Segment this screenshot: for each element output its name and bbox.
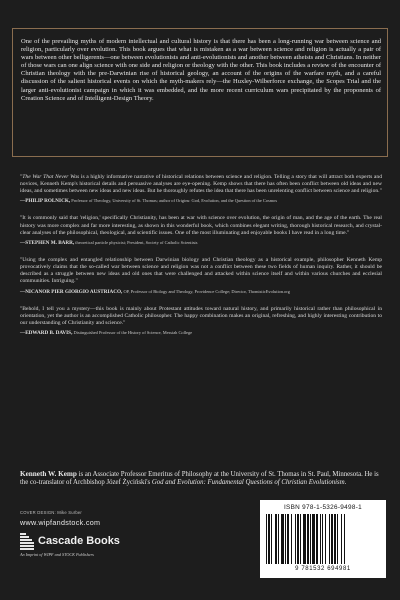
intro-paragraph: One of the prevailing myths of modern intellectual and cultural history is that there has been a long-running war between science and religion, particularly over evolution. This book argues that what is mistaken as a war between science and religion is actually a pair of wars between other belligerents—one between evolutionists and anti-evolutionists and another between atheists and Christians. In neither of those wars can one align science with one side and religion or theology with the other. This book includes a review of the encounter of Christian theology with the pre-Darwinian rise of historical geology, an account of the origins of the warfare myth, and a careful discussion of the salient historical events on which the myth-makers rely—the Huxley-Wilberforce exchange, the Scopes Trial and the larger anti-evolutionist campaign in which it was embedded, and the more recent curriculum wars precipitated by the proponents of Creation Science and of Intelligent-Design Theory. [21,37,381,102]
author-bio-text: is an Associate Professor Emeritus of Philosophy at the University of St. Thomas in St. Paul, Minnesota. He is the co-translator of Archbishop Józef Życiński's [20,470,379,487]
barcode-bar [337,514,338,564]
barcode-bar [307,514,309,564]
barcode-bar [297,514,299,564]
endorsement-attribution [20,289,382,295]
endorsements [20,174,382,347]
publisher-website: www.wipfandstock.com [20,518,101,527]
barcode-bar [266,514,267,564]
endorser-name: —PHILIP ROLNICK, [20,198,71,205]
endorsement-text: "Using the complex and entangled relationship between Darwinian biology and Christian theology as a historical example, philosopher Kenneth Kemp provocatively claims that the so-called war between science and religion was not a conflict between these two fields of human inquiry. Rather, it should be described as a struggle between new ideas and old ones that were challenged and attacked within science itself and within various churches and ecclesial communities. Intriguing." [20,256,382,285]
barcode-bar [287,514,289,564]
endorsement-text: "It is commonly said that 'religion,' specifically Christianity, has been at war with science over evolution, the origin of man, and the age of the earth. The real history was more complex and far more interesting, as shown in this wonderful book, which combines elegant writing, thorough historical research, and crystal-clear analyses of the philosophical, theological, and scientific issues. One of the most illuminating and enjoyable books I have read in a long time." [20,215,382,236]
endorsement-rolnick [20,174,382,204]
barcode-bar [281,514,284,564]
endorsement-book-title: The War That Never Was [22,174,80,180]
endorsement-text: "Behold, I tell you a mystery—this book is mainly about Protestant attitudes toward natural history, and primarily historical rather than philosophical in orientation, yet the author is an accomplished Catholic philosopher. The happy combination makes an original, refreshing, and highly interesting contribution to our understanding of Christianity and science." [20,305,382,326]
endorsement-body: is a highly informative narrative of historical relations between science and religion. Telling a story that will attract both experts and novices, Kenneth Kemp's historical details and persuasive analyses are eye-opening. Kemp shows that there has often been conflict between old ideas and new ideas, and sometimes between new ideas and new ideas. But he thoroughly refutes the idea that there has been unrelenting conflict between science and religion." [20,174,382,195]
barcode-bar [320,514,321,564]
barcode-bar [310,514,311,564]
author-bio [20,470,380,488]
barcode-bar [303,514,306,564]
endorsement-attribution [20,198,382,204]
barcode-bar [285,514,286,564]
endorser-name: —EDWARD B. DAVIS, [20,330,73,337]
endorsement-austriaco [20,257,382,295]
endorsement-attribution [20,240,382,246]
barcode-bar [291,514,292,564]
barcode-bar [322,514,323,564]
publisher-name: Cascade Books [38,535,120,547]
barcode-bar [329,514,330,564]
barcode-bar [341,514,342,564]
barcode-bar [331,514,333,564]
endorser-title: theoretical particle physicist; President, Society of Catholic Scientists [75,239,198,245]
endorsement-attribution [20,330,382,336]
isbn-barcode [260,500,386,578]
endorser-title: Distinguished Professor of the History of Science, Messiah College [73,330,193,336]
barcode-bar [334,514,336,564]
barcode-bar [295,514,296,564]
barcode-bar [316,514,318,564]
publisher-logo [20,533,120,550]
cover-design-credit: COVER DESIGN: Mike Surber [20,510,83,515]
barcode-bars [266,514,380,564]
endorsement-davis [20,306,382,336]
barcode-bar [275,514,277,564]
barcode-bar [312,514,315,564]
barcode-bar [300,514,301,564]
endorser-name: —STEPHEN M. BARR, [20,239,75,246]
barcode-bar [271,514,272,564]
endorser-title: Professor of Theology, University of St. Thomas; author of Origins: God, Evolution, and the Question of the Cosmos [71,198,278,204]
endorser-title: OP, Professor of Biology and Theology, Providence College; Director, ThomisticEvolution.org [123,288,290,294]
author-name: Kenneth W. Kemp [20,469,77,478]
author-book-title: God and Evolution: Fundamental Questions of Christian Evolutionism [151,479,345,487]
barcode-bar [278,514,279,564]
barcode-bar [344,514,345,564]
barcode-digits: 9 781532 694981 [295,566,351,572]
author-bio-end: . [344,479,347,487]
publisher-imprint: An Imprint of WIPF and STOCK Publishers [20,552,94,557]
endorsement-text: "The War That Never Was is a highly informative narrative of historical relations between science and religion. Telling a story that will attract both experts and novices, Kenneth Kemp's historical details and persuasive analyses are eye-opening. Kemp shows that there has often been conflict between old ideas and new ideas, and sometimes between new ideas and new ideas. But he thoroughly refutes the idea that there has been unrelenting conflict between science and religion." [20,174,382,195]
endorsement-barr [20,215,382,245]
cascade-logo-icon [20,533,34,550]
endorser-name: —NICANOR PIER GIORGIO AUSTRIACO, [20,288,123,295]
barcode-bar [325,514,326,564]
isbn-label: ISBN 978-1-5326-9498-1 [283,504,362,511]
barcode-bar [268,514,270,564]
